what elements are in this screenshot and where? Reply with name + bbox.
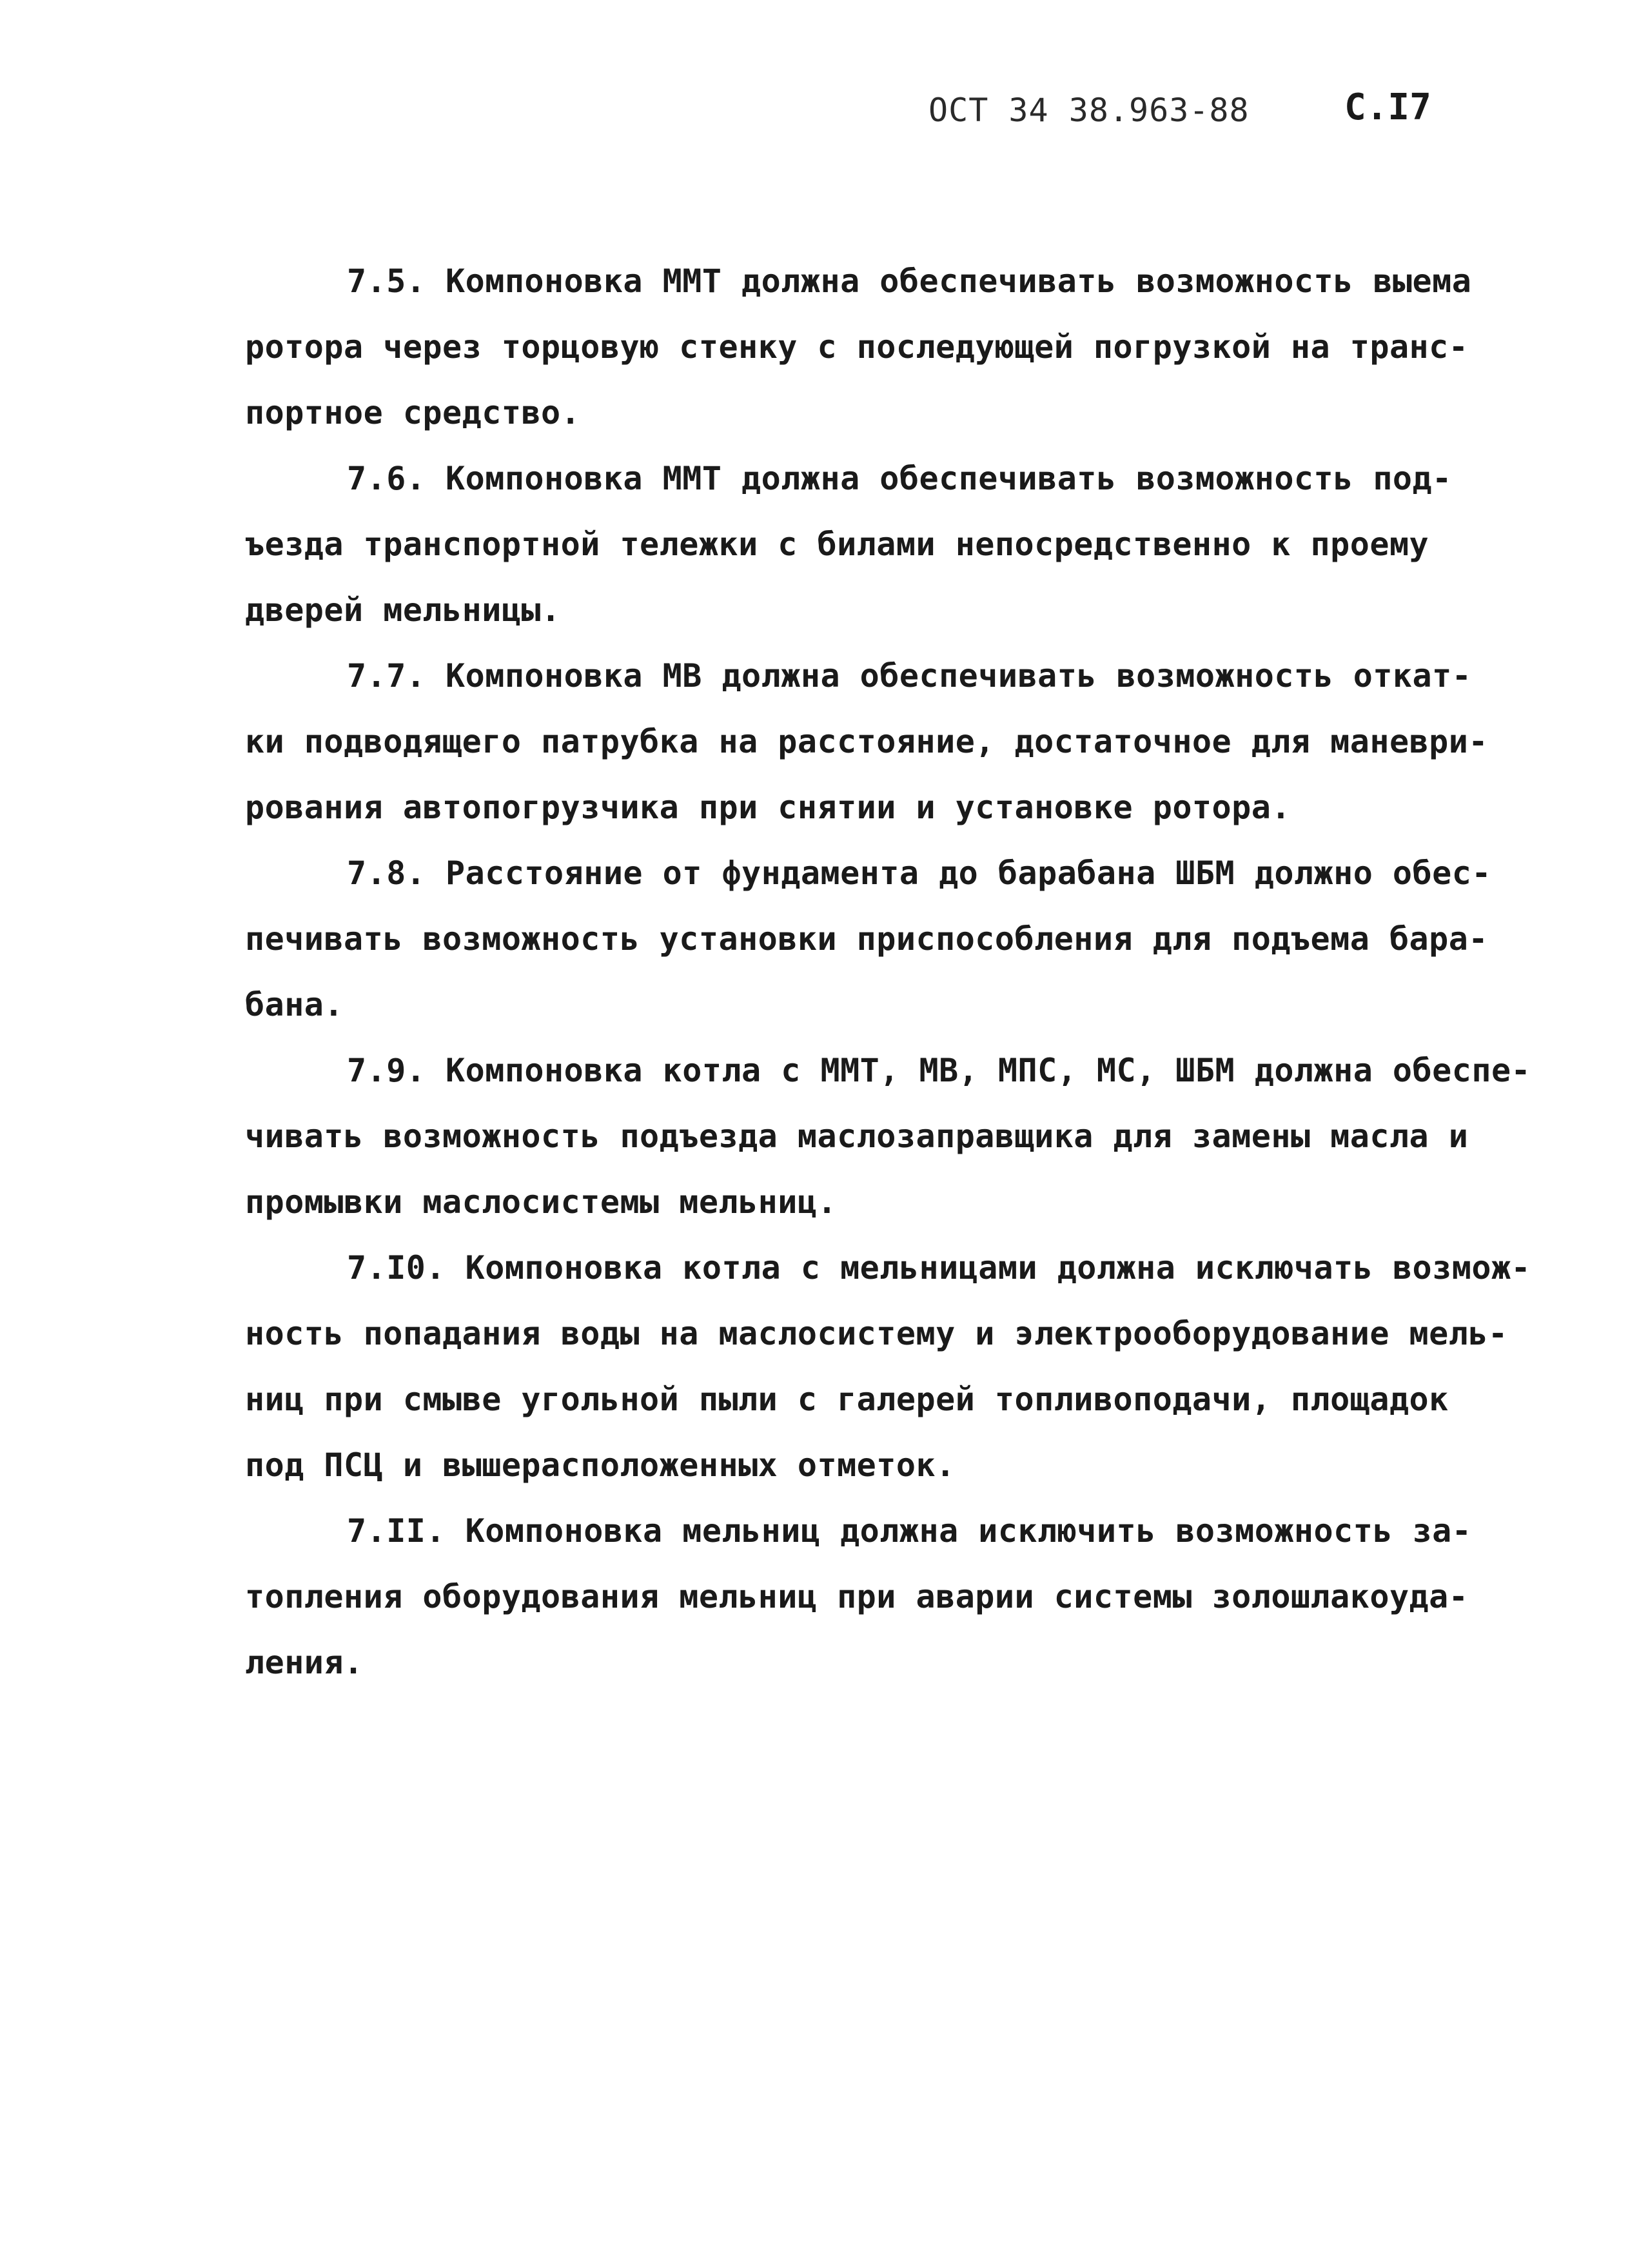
text-line: ления. <box>245 1644 364 1681</box>
text-line: портное средство. <box>245 394 581 431</box>
text-line: 7.I0. Компоновка котла с мельницами должна исключать возмож- <box>347 1249 1531 1287</box>
text-line: топления оборудования мельниц при аварии системы золошлакоуда- <box>245 1578 1469 1615</box>
text-line: 7.II. Компоновка мельниц должна исключить возможность за- <box>347 1512 1472 1550</box>
text-line: 7.5. Компоновка ММТ должна обеспечивать возможность выема <box>347 262 1472 300</box>
page-header <box>928 86 1509 143</box>
text-line: печивать возможность установки приспособления для подъема бара- <box>245 920 1488 958</box>
text-line: 7.7. Компоновка МВ должна обеспечивать возможность откат- <box>347 657 1472 695</box>
page-number: С.I7 <box>1344 86 1431 128</box>
document-code: ОСТ 34 38.963-88 <box>928 92 1250 129</box>
document-body <box>245 248 1547 1695</box>
text-line: под ПСЦ и вышерасположенных отметок. <box>245 1446 956 1484</box>
text-line: 7.6. Компоновка ММТ должна обеспечивать возможность под- <box>347 460 1452 497</box>
text-line: ки подводящего патрубка на расстояние, достаточное для маневри- <box>245 723 1488 760</box>
text-line: 7.8. Расстояние от фундамента до барабана ШБМ должно обес- <box>347 854 1491 892</box>
text-line: бана. <box>245 986 344 1023</box>
text-line: рования автопогрузчика при снятии и установке ротора. <box>245 789 1291 826</box>
text-line: 7.9. Компоновка котла с ММТ, МВ, МПС, МС, ШБМ должна обеспе- <box>347 1052 1531 1089</box>
text-line: дверей мельницы. <box>245 591 561 629</box>
text-line: промывки маслосистемы мельниц. <box>245 1183 838 1221</box>
text-line: ротора через торцовую стенку с последующей погрузкой на транс- <box>245 328 1469 366</box>
text-line: ниц при смыве угольной пыли с галерей топливоподачи, площадок <box>245 1381 1449 1418</box>
text-line: чивать возможность подъезда маслозаправщика для замены масла и <box>245 1118 1469 1155</box>
text-line: ность попадания воды на маслосистему и электрооборудование мель- <box>245 1315 1508 1352</box>
text-line: ъезда транспортной тележки с билами непосредственно к проему <box>245 526 1429 563</box>
